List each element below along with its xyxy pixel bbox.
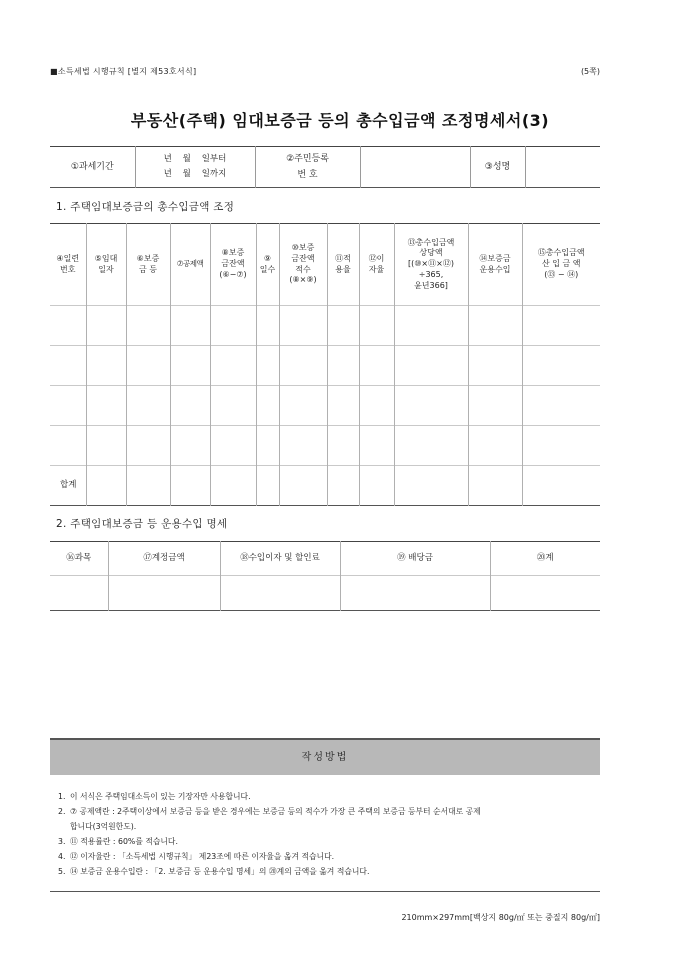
table-cell[interactable] — [170, 466, 210, 506]
table-cell[interactable] — [210, 466, 256, 506]
paper-spec: 210mm×297mm[백상지 80g/㎡ 또는 중질지 80g/㎡] — [401, 913, 600, 922]
col-header-line: ⑦공제액 — [176, 259, 204, 269]
table-header-row — [50, 542, 600, 576]
tax-period-range[interactable] — [135, 147, 255, 188]
tax-period-from: 년 월 일부터 — [163, 153, 227, 164]
table-cell[interactable] — [522, 466, 600, 506]
table-cell[interactable] — [279, 306, 327, 346]
table-cell[interactable] — [126, 306, 170, 346]
instruction-number: 4. — [58, 852, 66, 861]
instruction-item — [58, 789, 592, 804]
reg-no-field[interactable] — [360, 147, 470, 188]
col-header-line: 운용수입 — [479, 264, 511, 274]
table-cell[interactable] — [220, 576, 340, 611]
col-header-line: 적수 — [295, 264, 311, 274]
col-header-line: ⑥보증 — [136, 253, 160, 263]
tax-period-label: ①과세기간 — [70, 161, 114, 172]
reg-no-label-line2: 번 호 — [297, 169, 318, 180]
instruction-item — [58, 804, 592, 819]
col-header-line: ⑤임대 — [94, 253, 118, 263]
table-cell[interactable] — [210, 346, 256, 386]
table-cell[interactable] — [210, 306, 256, 346]
col-header-line: 일수 — [259, 264, 276, 274]
section1-heading: 1. 주택임대보증금의 총수입금액 조정 — [56, 201, 235, 213]
table-cell[interactable] — [468, 346, 522, 386]
instruction-text: ⑫ 이자율란 : 「소득세법 시행규칙」 제23조에 따른 이자율을 옮겨 적습니다. — [70, 852, 335, 861]
table-cell[interactable] — [522, 426, 600, 466]
deposit-adjustment-table — [50, 223, 600, 506]
table-cell[interactable] — [359, 466, 394, 506]
table-cell[interactable] — [394, 306, 468, 346]
table-cell[interactable] — [340, 576, 490, 611]
total-row — [50, 466, 600, 506]
col-header-line: 금 등 — [139, 264, 157, 274]
col-header-line: 용율 — [335, 264, 351, 274]
instruction-number: 2. — [58, 807, 66, 816]
table-cell[interactable] — [170, 386, 210, 426]
table-cell[interactable] — [279, 426, 327, 466]
col-header-days — [256, 224, 279, 306]
instruction-text: 합니다(3억원한도). — [70, 822, 137, 831]
col-header-lease-date — [86, 224, 126, 306]
table-row — [50, 306, 600, 346]
form-reference: ■소득세법 시행규칙 [별지 제53호서식] — [50, 67, 197, 76]
col-header-serial-no — [50, 224, 86, 306]
table-cell[interactable] — [256, 306, 279, 346]
table-cell[interactable] — [327, 346, 359, 386]
col-header-line: ⑭보증금 — [479, 253, 511, 263]
col-header-line: 금잔액 — [291, 253, 315, 263]
table-cell[interactable] — [50, 576, 108, 611]
instruction-text: ⑭ 보증금 운용수입란 : 「2. 보증금 등 운용수입 명세」의 ⑳계의 금액을 옮겨 적습니다. — [70, 867, 370, 876]
table-cell[interactable] — [522, 346, 600, 386]
table-cell[interactable] — [126, 386, 170, 426]
col-header-line: ⑬총수입금액 — [407, 237, 455, 247]
col-header-line: (⑬ − ⑭) — [544, 269, 579, 279]
instruction-item — [58, 864, 592, 879]
table-cell[interactable] — [256, 386, 279, 426]
col-header-line: 번호 — [60, 264, 76, 274]
instruction-number: 1. — [58, 792, 66, 801]
table-cell[interactable] — [394, 346, 468, 386]
name-label: ③성명 — [470, 147, 525, 188]
instructions-title: 작성방법 — [50, 738, 600, 775]
table-cell[interactable] — [468, 386, 522, 426]
table-cell[interactable] — [50, 346, 86, 386]
table-cell[interactable] — [108, 576, 220, 611]
col-header-account: ⑯과목 — [66, 552, 92, 563]
col-header-line: ⑮총수입금액 — [537, 248, 585, 258]
table-cell[interactable] — [170, 426, 210, 466]
col-header-gross-income-equivalent — [394, 224, 468, 306]
col-header-deposit-balance — [210, 224, 256, 306]
instructions-list — [50, 776, 600, 892]
table-cell[interactable] — [359, 426, 394, 466]
col-header-line: ⑩보증 — [291, 242, 315, 252]
instruction-item — [58, 849, 592, 864]
table-cell[interactable] — [86, 386, 126, 426]
table-cell[interactable] — [522, 386, 600, 426]
col-header-total: ⑳계 — [490, 542, 600, 576]
table-row — [50, 346, 600, 386]
table-cell[interactable] — [50, 386, 86, 426]
form-title: 부동산(주택) 임대보증금 등의 총수입금액 조정명세서(3) — [130, 111, 550, 130]
col-header-line: 금잔액 — [221, 259, 245, 269]
table-cell[interactable] — [86, 426, 126, 466]
name-field[interactable] — [525, 147, 600, 188]
col-header-line: [(⑩×⑪×⑫) — [408, 259, 454, 269]
col-header-line: 윤년366] — [414, 280, 448, 290]
instruction-item — [58, 834, 592, 849]
table-cell[interactable] — [394, 426, 468, 466]
table-cell[interactable] — [256, 466, 279, 506]
instruction-number: 3. — [58, 837, 66, 846]
table-cell[interactable] — [256, 346, 279, 386]
col-header-line: ⑪적 — [335, 253, 351, 263]
table-row — [50, 576, 600, 611]
col-header-line: 자율 — [368, 264, 385, 274]
col-header-applied-rate — [327, 224, 359, 306]
col-header-line: 일자 — [98, 264, 114, 274]
col-header-line: ⑧보증 — [221, 248, 245, 258]
col-header-dividend: ⑲ 배당금 — [340, 542, 490, 576]
table-cell[interactable] — [256, 426, 279, 466]
table-cell[interactable] — [86, 466, 126, 506]
table-cell[interactable] — [210, 386, 256, 426]
table-cell[interactable] — [359, 346, 394, 386]
col-header-line: ④일련 — [56, 253, 80, 263]
instruction-text: ⑦ 공제액란 : 2주택이상에서 보증금 등을 받은 경우에는 보증금 등의 적수가 가장 큰 주택의 보증금 등부터 순서대로 공제 — [70, 807, 481, 816]
col-header-line: 상당액 — [419, 248, 443, 258]
table-cell[interactable] — [126, 346, 170, 386]
table-cell[interactable] — [327, 306, 359, 346]
table-cell[interactable] — [327, 466, 359, 506]
table-cell[interactable] — [126, 426, 170, 466]
table-cell[interactable] — [170, 306, 210, 346]
table-cell[interactable] — [86, 306, 126, 346]
table-cell[interactable] — [359, 386, 394, 426]
col-header-line: ÷365, — [418, 269, 444, 279]
col-header-line: (⑥−⑦) — [219, 269, 247, 279]
col-header-deposit — [126, 224, 170, 306]
table-cell[interactable] — [327, 386, 359, 426]
table-cell[interactable] — [210, 426, 256, 466]
table-cell[interactable] — [170, 346, 210, 386]
table-cell[interactable] — [394, 466, 468, 506]
table-cell[interactable] — [126, 466, 170, 506]
reg-no-label — [255, 147, 360, 188]
table-row — [50, 426, 600, 466]
operating-income-table — [50, 541, 600, 611]
col-header-gross-income-inclusion — [522, 224, 600, 306]
col-header-deposit-operating-income — [468, 224, 522, 306]
table-cell[interactable] — [359, 306, 394, 346]
col-header-interest-discount: ⑱수입이자 및 할인료 — [220, 542, 340, 576]
col-header-line: ⑨ — [263, 253, 272, 263]
table-cell[interactable] — [86, 346, 126, 386]
instruction-text: ⑪ 적용률란 : 60%를 적습니다. — [70, 837, 178, 846]
table-cell[interactable] — [279, 346, 327, 386]
col-header-line: ⑫이 — [368, 253, 385, 263]
col-header-line: (⑧×⑨) — [289, 275, 317, 285]
instruction-item — [58, 819, 592, 834]
reg-no-label-line1: ②주민등록 — [286, 154, 329, 165]
section2-heading: 2. 주택임대보증금 등 운용수입 명세 — [56, 518, 228, 530]
table-cell[interactable] — [279, 386, 327, 426]
total-label: 합계 — [50, 466, 86, 506]
table-cell[interactable] — [468, 306, 522, 346]
instruction-text: 이 서식은 주택임대소득이 있는 기장자만 사용합니다. — [70, 792, 251, 801]
tax-period-to: 년 월 일까지 — [163, 169, 227, 179]
table-cell[interactable] — [394, 386, 468, 426]
table-cell[interactable] — [279, 466, 327, 506]
page-number: (5쪽) — [580, 67, 600, 76]
table-cell[interactable] — [490, 576, 600, 611]
table-row — [50, 386, 600, 426]
col-header-balance-sum — [279, 224, 327, 306]
table-cell[interactable] — [522, 306, 600, 346]
col-header-line: 산 입 금 액 — [541, 259, 581, 269]
col-header-account-amount: ⑰계정금액 — [108, 542, 220, 576]
table-cell[interactable] — [50, 426, 86, 466]
table-cell[interactable] — [327, 426, 359, 466]
table-cell[interactable] — [468, 466, 522, 506]
instruction-number: 5. — [58, 867, 66, 876]
table-cell[interactable] — [50, 306, 86, 346]
table-header-row — [50, 224, 600, 306]
taxpayer-info-table — [50, 146, 600, 188]
col-header-interest-rate — [359, 224, 394, 306]
col-header-deduction — [170, 224, 210, 306]
table-cell[interactable] — [468, 426, 522, 466]
